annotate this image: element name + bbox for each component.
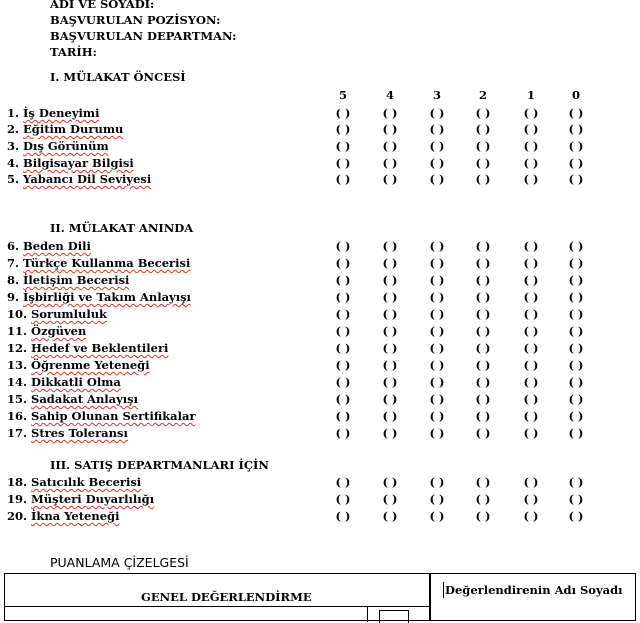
rating-choice-1[interactable]: ( ) [523,139,539,153]
rating-choice-2[interactable]: ( ) [475,156,491,170]
rating-choice-3[interactable]: ( ) [429,122,445,136]
rating-choice-3[interactable]: ( ) [429,409,445,423]
criterion-number: 3. [7,139,20,153]
rating-choice-3[interactable]: ( ) [429,156,445,170]
date-label: TARİH: [50,45,97,59]
rating-choice-0[interactable]: ( ) [568,256,584,270]
rating-choice-3[interactable]: ( ) [429,273,445,287]
criterion-number: 12. [7,341,28,355]
rating-choice-5[interactable]: ( ) [335,106,351,120]
criterion-row [7,509,119,523]
criterion-label: Sorumluluk [31,307,108,321]
text-cursor [443,582,444,598]
rating-choice-2[interactable]: ( ) [475,509,491,523]
rating-choice-0[interactable]: ( ) [568,375,584,389]
criterion-label: Yabancı Dil Seviyesi [23,172,152,186]
rating-choice-3[interactable]: ( ) [429,509,445,523]
rating-choice-2[interactable]: ( ) [475,256,491,270]
rating-choice-3[interactable]: ( ) [429,324,445,338]
scale-header-0: 5 [338,88,347,102]
rating-choice-5[interactable]: ( ) [335,492,351,506]
rating-choice-1[interactable]: ( ) [523,392,539,406]
criterion-label: Satıcılık Becerisi [31,475,142,489]
criterion-row [7,307,107,321]
rating-choice-0[interactable]: ( ) [568,492,584,506]
rating-choice-0[interactable]: ( ) [568,475,584,489]
rating-choice-5[interactable]: ( ) [335,409,351,423]
rating-choice-1[interactable]: ( ) [523,122,539,136]
criterion-number: 11. [7,324,28,338]
rating-choice-4[interactable]: ( ) [382,239,398,253]
criterion-label: Eğitim Durumu [23,122,124,136]
criterion-row [7,341,168,355]
rating-choice-2[interactable]: ( ) [475,122,491,136]
rating-choice-4[interactable]: ( ) [382,290,398,304]
rating-choice-3[interactable]: ( ) [429,341,445,355]
rating-choice-1[interactable]: ( ) [523,375,539,389]
rating-choice-4[interactable]: ( ) [382,106,398,120]
rating-choice-4[interactable]: ( ) [382,341,398,355]
criterion-number: 9. [7,290,20,304]
rating-choice-0[interactable]: ( ) [568,358,584,372]
criterion-row [7,156,134,170]
rating-choice-3[interactable]: ( ) [429,139,445,153]
rating-choice-2[interactable]: ( ) [475,492,491,506]
rating-choice-4[interactable]: ( ) [382,172,398,186]
rating-choice-4[interactable]: ( ) [382,475,398,489]
rating-choice-0[interactable]: ( ) [568,172,584,186]
rating-choice-1[interactable]: ( ) [523,475,539,489]
rating-choice-1[interactable]: ( ) [523,106,539,120]
criterion-label: Sadakat Anlayışı [31,392,139,406]
rating-choice-4[interactable]: ( ) [382,509,398,523]
rating-choice-3[interactable]: ( ) [429,375,445,389]
rating-choice-2[interactable]: ( ) [475,475,491,489]
criterion-row [7,375,121,389]
rating-choice-2[interactable]: ( ) [475,172,491,186]
criterion-row [7,426,128,440]
scale-header-4: 1 [526,88,535,102]
rating-choice-4[interactable]: ( ) [382,139,398,153]
rating-choice-4[interactable]: ( ) [382,426,398,440]
rating-choice-4[interactable]: ( ) [382,358,398,372]
criterion-label: Dikkatli Olma [31,375,121,389]
rating-choice-5[interactable]: ( ) [335,273,351,287]
scale-header-3: 2 [478,88,487,102]
rating-choice-5[interactable]: ( ) [335,290,351,304]
criterion-number: 16. [7,409,28,423]
rating-choice-1[interactable]: ( ) [523,509,539,523]
rating-choice-1[interactable]: ( ) [523,156,539,170]
rating-choice-0[interactable]: ( ) [568,239,584,253]
rating-choice-0[interactable]: ( ) [568,139,584,153]
criterion-row [7,256,190,270]
criterion-number: 1. [7,106,20,120]
criterion-number: 17. [7,426,28,440]
rating-choice-3[interactable]: ( ) [429,106,445,120]
rating-choice-5[interactable]: ( ) [335,156,351,170]
rating-choice-1[interactable]: ( ) [523,273,539,287]
rating-choice-1[interactable]: ( ) [523,358,539,372]
scale-header-2: 3 [432,88,441,102]
criterion-row [7,290,191,304]
criterion-label: İletişim Becerisi [23,273,130,287]
rating-choice-3[interactable]: ( ) [429,492,445,506]
rating-choice-4[interactable]: ( ) [382,409,398,423]
rating-choice-1[interactable]: ( ) [523,409,539,423]
rating-choice-5[interactable]: ( ) [335,256,351,270]
criterion-row [7,139,109,153]
rating-choice-5[interactable]: ( ) [335,426,351,440]
rating-choice-5[interactable]: ( ) [335,122,351,136]
rating-choice-0[interactable]: ( ) [568,509,584,523]
rating-choice-2[interactable]: ( ) [475,307,491,321]
evaluator-label[interactable]: Değerlendirenin Adı Soyadı [445,583,623,597]
department-label: BAŞVURULAN DEPARTMAN: [50,29,237,43]
criterion-label: Öğrenme Yeteneği [31,358,150,372]
rating-choice-2[interactable]: ( ) [475,106,491,120]
criterion-label: Dış Görünüm [23,139,109,153]
rating-choice-1[interactable]: ( ) [523,324,539,338]
rating-choice-0[interactable]: ( ) [568,392,584,406]
criterion-label: Özgüven [31,324,87,338]
score-box[interactable] [379,610,409,623]
rating-choice-0[interactable]: ( ) [568,273,584,287]
rating-choice-2[interactable]: ( ) [475,375,491,389]
rating-choice-4[interactable]: ( ) [382,122,398,136]
rating-choice-1[interactable]: ( ) [523,426,539,440]
rating-choice-1[interactable]: ( ) [523,290,539,304]
criterion-row [7,492,154,506]
criterion-row [7,239,91,253]
rating-choice-4[interactable]: ( ) [382,256,398,270]
criterion-number: 18. [7,475,28,489]
criterion-number: 19. [7,492,28,506]
rating-choice-2[interactable]: ( ) [475,239,491,253]
criterion-row [7,122,123,136]
criterion-row [7,172,151,186]
rating-choice-5[interactable]: ( ) [335,375,351,389]
rating-choice-0[interactable]: ( ) [568,106,584,120]
criterion-row [7,392,138,406]
rating-choice-5[interactable]: ( ) [335,239,351,253]
criterion-row [7,358,150,372]
rating-choice-2[interactable]: ( ) [475,409,491,423]
criterion-number: 2. [7,122,20,136]
criterion-number: 13. [7,358,28,372]
section-title: I. MÜLAKAT ÖNCESİ [50,70,186,84]
scale-header-1: 4 [385,88,394,102]
rating-choice-0[interactable]: ( ) [568,324,584,338]
criterion-number: 7. [7,256,20,270]
rating-choice-3[interactable]: ( ) [429,290,445,304]
criterion-label: Türkçe Kullanma Becerisi [23,256,191,270]
position-label: BAŞVURULAN POZİSYON: [50,13,221,27]
criterion-number: 5. [7,172,20,186]
rating-choice-1[interactable]: ( ) [523,492,539,506]
table-divider [367,606,368,622]
rating-choice-2[interactable]: ( ) [475,290,491,304]
rating-choice-4[interactable]: ( ) [382,307,398,321]
rating-choice-4[interactable]: ( ) [382,492,398,506]
rating-choice-4[interactable]: ( ) [382,375,398,389]
rating-choice-0[interactable]: ( ) [568,122,584,136]
rating-choice-2[interactable]: ( ) [475,426,491,440]
criterion-label: Sahip Olunan Sertifikalar [31,409,196,423]
criterion-label: İşbirliği ve Takım Anlayışı [23,290,191,304]
rating-choice-2[interactable]: ( ) [475,341,491,355]
name-label: ADI VE SOYADI: [50,0,155,11]
rating-choice-0[interactable]: ( ) [568,341,584,355]
rating-choice-1[interactable]: ( ) [523,239,539,253]
rating-choice-4[interactable]: ( ) [382,273,398,287]
scale-header-5: 0 [571,88,580,102]
table-divider [5,606,429,607]
rating-choice-5[interactable]: ( ) [335,341,351,355]
rating-choice-1[interactable]: ( ) [523,307,539,321]
rating-choice-5[interactable]: ( ) [335,139,351,153]
rating-choice-0[interactable]: ( ) [568,156,584,170]
criterion-number: 15. [7,392,28,406]
rating-choice-3[interactable]: ( ) [429,239,445,253]
rating-choice-5[interactable]: ( ) [335,307,351,321]
criterion-row [7,409,196,423]
rating-choice-1[interactable]: ( ) [523,341,539,355]
criterion-row [7,324,86,338]
criterion-label: Stres Toleransı [31,426,128,440]
criterion-label: Hedef ve Beklentileri [31,341,169,355]
rating-choice-3[interactable]: ( ) [429,172,445,186]
rating-choice-3[interactable]: ( ) [429,358,445,372]
rating-choice-4[interactable]: ( ) [382,156,398,170]
criterion-label: İş Deneyimi [23,106,100,120]
scoring-title: PUANLAMA ÇİZELGESİ [50,555,189,570]
criterion-number: 4. [7,156,20,170]
rating-choice-3[interactable]: ( ) [429,392,445,406]
rating-choice-5[interactable]: ( ) [335,509,351,523]
criterion-number: 20. [7,509,28,523]
rating-choice-4[interactable]: ( ) [382,392,398,406]
rating-choice-0[interactable]: ( ) [568,409,584,423]
rating-choice-1[interactable]: ( ) [523,172,539,186]
rating-choice-2[interactable]: ( ) [475,324,491,338]
rating-choice-5[interactable]: ( ) [335,358,351,372]
rating-choice-5[interactable]: ( ) [335,172,351,186]
criterion-number: 14. [7,375,28,389]
rating-choice-2[interactable]: ( ) [475,358,491,372]
criterion-number: 8. [7,273,20,287]
rating-choice-4[interactable]: ( ) [382,324,398,338]
criterion-label: Beden Dili [23,239,91,253]
rating-choice-3[interactable]: ( ) [429,256,445,270]
rating-choice-3[interactable]: ( ) [429,307,445,321]
general-evaluation-label: GENEL DEĞERLENDİRME [141,590,312,604]
rating-choice-2[interactable]: ( ) [475,392,491,406]
section-title: III. SATIŞ DEPARTMANLARI İÇİN [50,458,269,472]
rating-choice-5[interactable]: ( ) [335,475,351,489]
rating-choice-2[interactable]: ( ) [475,273,491,287]
criterion-label: İkna Yeteneği [31,509,120,523]
rating-choice-5[interactable]: ( ) [335,324,351,338]
criterion-row [7,475,141,489]
rating-choice-0[interactable]: ( ) [568,426,584,440]
rating-choice-1[interactable]: ( ) [523,256,539,270]
criterion-label: Bilgisayar Bilgisi [23,156,134,170]
criterion-row [7,106,99,120]
criterion-number: 10. [7,307,28,321]
criterion-number: 6. [7,239,20,253]
criterion-row [7,273,129,287]
rating-choice-0[interactable]: ( ) [568,290,584,304]
rating-choice-2[interactable]: ( ) [475,139,491,153]
criterion-label: Müşteri Duyarlılığı [31,492,155,506]
rating-choice-3[interactable]: ( ) [429,475,445,489]
rating-choice-0[interactable]: ( ) [568,307,584,321]
section-title: II. MÜLAKAT ANINDA [50,221,194,235]
rating-choice-3[interactable]: ( ) [429,426,445,440]
rating-choice-5[interactable]: ( ) [335,392,351,406]
